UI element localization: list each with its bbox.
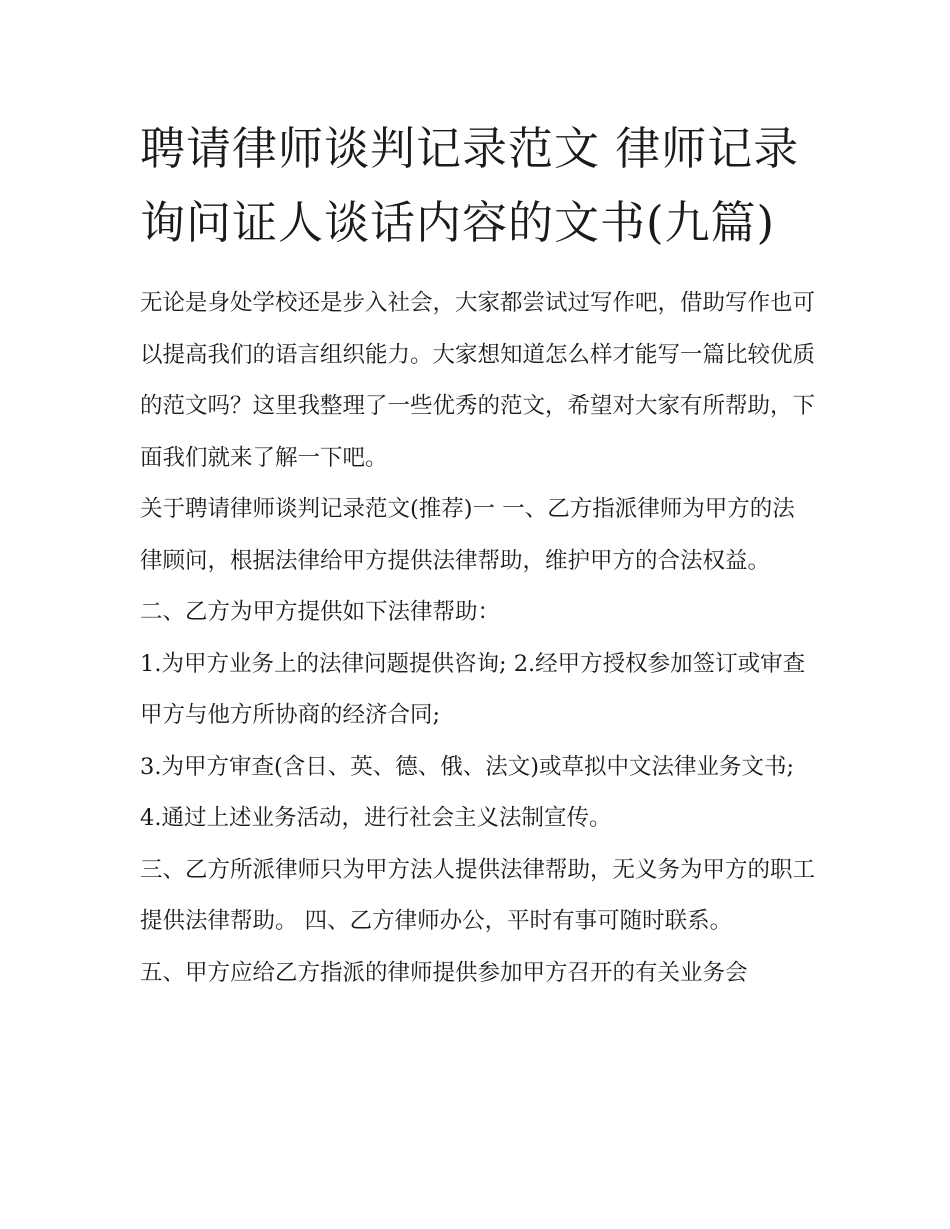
paragraph-clause-3-4: 三、乙方所派律师只为甲方法人提供法律帮助，无义务为甲方的职工提供法律帮助。 四、乙方律师办公，平时有事可随时联系。 bbox=[140, 856, 816, 934]
paragraph-intro: 无论是身处学校还是步入社会，大家都尝试过写作吧，借助写作也可以提高我们的语言组织能力。大家想知道怎么样才能写一篇比较优质的范文吗？这里我整理了一些优秀的范文，希望对大家有所帮助，下面我们就来了解一下吧。 bbox=[140, 290, 816, 471]
paragraph-items-3-4: 3.为甲方审查(含日、英、德、俄、法文)或草拟中文法律业务文书; 4.通过上述业务活动，进行社会主义法制宣传。 bbox=[140, 753, 795, 831]
document-body bbox=[140, 112, 816, 999]
document-title: 聘请律师谈判记录范文 律师记录询问证人谈话内容的文书(九篇) bbox=[140, 122, 800, 249]
paragraph-clause-5: 五、甲方应给乙方指派的律师提供参加甲方召开的有关业务会 bbox=[140, 959, 748, 986]
paragraph-clause-1-2: 关于聘请律师谈判记录范文(推荐)一 一、乙方指派律师为甲方的法律顾问，根据法律给甲方提供法律帮助，维护甲方的合法权益。 二、乙方为甲方提供如下法律帮助： bbox=[140, 496, 795, 625]
paragraph-items-1-2: 1.为甲方业务上的法律问题提供咨询; 2.经甲方授权参加签订或审查甲方与他方所协商的经济合同; bbox=[140, 650, 806, 728]
